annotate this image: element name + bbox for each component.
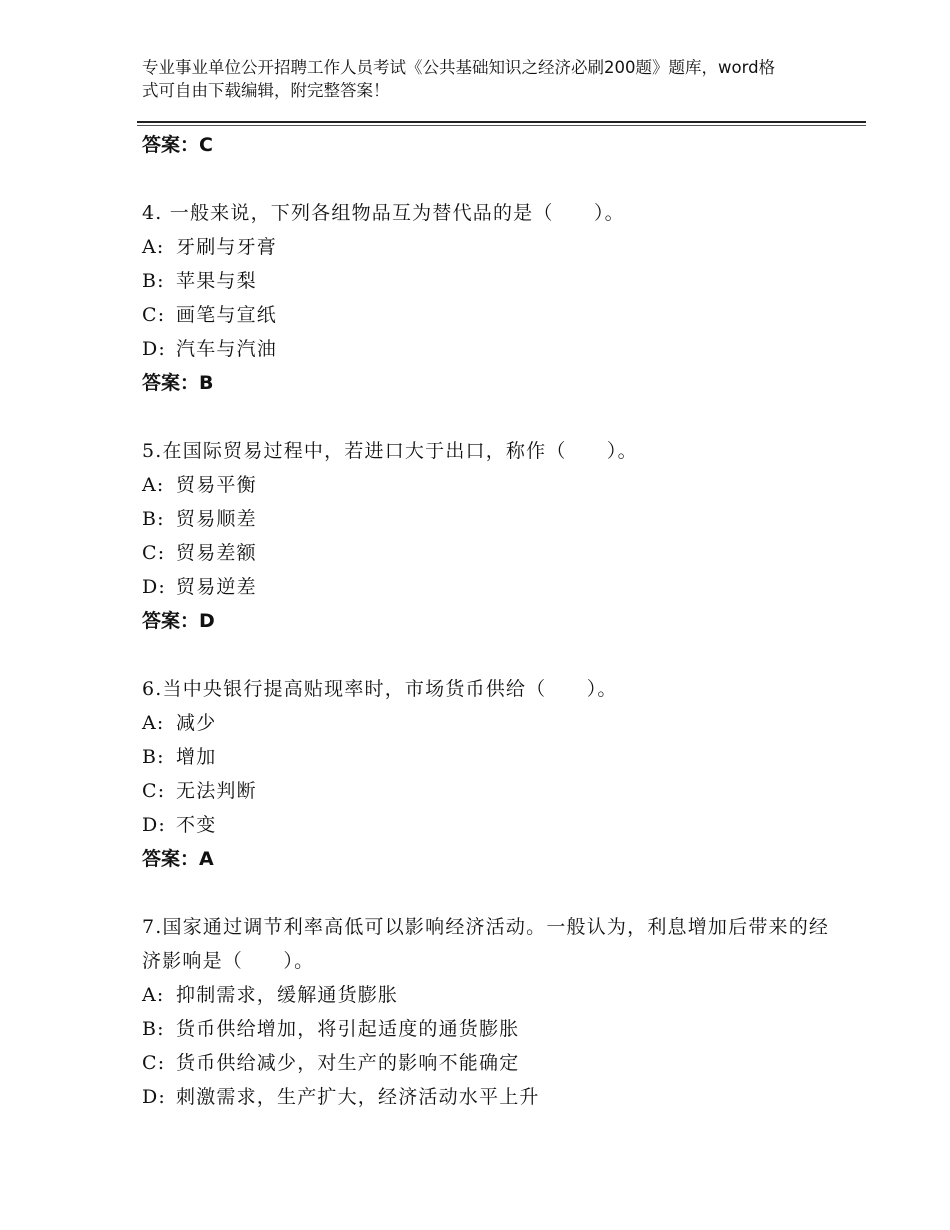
answer-line [142,366,832,400]
option-key: C: [142,304,166,326]
option-text: 苹果与梨 [176,270,257,292]
header-rule-thin [137,125,866,126]
header-rule-thick [137,121,866,123]
option-a [142,468,832,502]
option-d [142,570,832,604]
option-key: D: [142,1086,167,1108]
option-key: A: [142,712,165,734]
spacer [142,400,832,434]
option-key: B: [142,270,165,292]
option-key: D: [142,576,167,598]
question-block [142,434,832,638]
option-text: 贸易差额 [176,542,257,564]
document-header: 专业事业单位公开招聘工作人员考试《公共基础知识之经济必刷200题》题库，word格式可自由下载编辑，附完整答案！ [142,58,776,100]
answer-label: 答案： [142,372,200,394]
option-text: 无法判断 [176,780,257,802]
question-stem: 6.当中央银行提高贴现率时，市场货币供给（ ）。 [142,678,618,700]
option-key: B: [142,746,165,768]
answer-line [142,842,832,876]
option-a [142,706,832,740]
spacer [142,876,832,910]
option-text: 抑制需求，缓解通货膨胀 [176,984,399,1006]
spacer [142,162,832,196]
option-c [142,536,832,570]
option-key: B: [142,1018,165,1040]
answer-label: 答案： [142,610,200,632]
question-content [142,128,832,1114]
answer-label: 答案： [142,134,200,156]
option-text: 刺激需求，生产扩大，经济活动水平上升 [176,1086,540,1108]
option-key: A: [142,474,165,496]
answer-value: D [199,610,215,632]
question-stem: 7.国家通过调节利率高低可以影响经济活动。一般认为，利息增加后带来的经济影响是（ ）。 [142,916,830,972]
option-b [142,740,832,774]
answer-value: A [199,848,214,870]
question-block [142,672,832,876]
answer-value: C [199,134,213,156]
option-text: 贸易平衡 [176,474,257,496]
option-text: 牙刷与牙膏 [176,236,278,258]
option-key: C: [142,1052,166,1074]
option-c [142,298,832,332]
option-c [142,1046,832,1080]
option-key: B: [142,508,165,530]
option-key: A: [142,984,165,1006]
question-block [142,196,832,400]
question-stem: 5.在国际贸易过程中，若进口大于出口，称作（ ）。 [142,440,638,462]
option-key: D: [142,814,167,836]
option-text: 货币供给增加，将引起适度的通货膨胀 [176,1018,520,1040]
option-text: 贸易逆差 [176,576,257,598]
option-text: 不变 [176,814,217,836]
option-text: 汽车与汽油 [176,338,278,360]
option-b [142,1012,832,1046]
option-text: 增加 [176,746,217,768]
option-d [142,808,832,842]
option-key: C: [142,780,166,802]
answer-line [142,604,832,638]
option-text: 减少 [176,712,217,734]
question-stem: 4. 一般来说，下列各组物品互为替代品的是（ ）。 [142,202,625,224]
option-d [142,332,832,366]
option-b [142,502,832,536]
question-block [142,910,832,1114]
option-a [142,230,832,264]
option-b [142,264,832,298]
option-a [142,978,832,1012]
option-text: 画笔与宣纸 [176,304,278,326]
answer-line [142,128,832,162]
answer-label: 答案： [142,848,200,870]
spacer [142,638,832,672]
option-d [142,1080,832,1114]
option-key: D: [142,338,167,360]
option-key: C: [142,542,166,564]
option-key: A: [142,236,165,258]
option-c [142,774,832,808]
answer-value: B [199,372,214,394]
option-text: 货币供给减少，对生产的影响不能确定 [176,1052,520,1074]
option-text: 贸易顺差 [176,508,257,530]
